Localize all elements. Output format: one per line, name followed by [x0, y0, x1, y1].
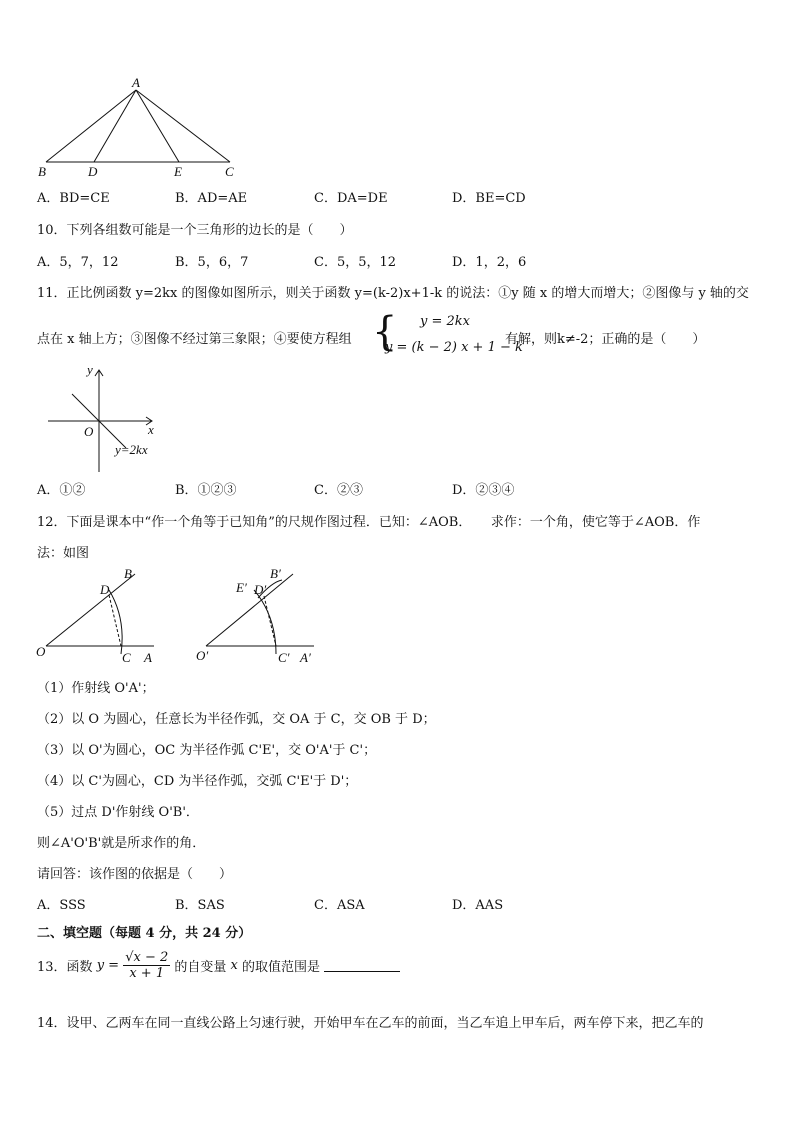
section-heading: 二、填空题（每题 4 分，共 24 分） — [37, 926, 252, 941]
point-label-e: E — [174, 164, 182, 179]
q13-line — [37, 950, 400, 981]
q10-option-b[interactable]: B．5，6，7 — [175, 255, 249, 270]
q13-suffix-a: 的自变量 — [174, 960, 227, 975]
q13-denominator: x + 1 — [129, 966, 165, 981]
vertex-label-b: B — [38, 164, 46, 179]
q12-stem-line1: 12．下面是课本中“作一个角等于已知角”的尺规作图过程．已知：∠AOB． 求作：一个角，使它等于∠AOB．作 — [37, 515, 701, 530]
triangle-figure — [30, 74, 250, 184]
q10-option-d[interactable]: D．1，2，6 — [452, 255, 527, 270]
vertex-label-a: A — [132, 75, 140, 90]
q11-stem-line1: 11．正比例函数 y=2kx 的图像如图所示，则关于函数 y=(k-2)x+1-k 的说法：①y 随 x 的增大而增大；②图像与 y 轴的交 — [37, 286, 749, 301]
point-label-d: D — [88, 164, 98, 179]
q11-option-c[interactable]: C．②③ — [314, 483, 363, 498]
fig-label-c: C — [122, 650, 131, 665]
q12-option-a[interactable]: A．SSS — [37, 898, 86, 913]
q12-option-d[interactable]: D．AAS — [452, 898, 504, 913]
fig-label-c-prime: C′ — [278, 650, 290, 665]
x-axis-label: x — [148, 422, 154, 437]
q12-step-1: （1）作射线 O'A'； — [37, 681, 155, 696]
origin-label: O — [84, 424, 94, 439]
q13-y-eq: y = — [96, 958, 120, 973]
system-eq2: y = (k − 2) x + 1 − k — [385, 340, 523, 355]
coordinate-graph — [40, 360, 170, 475]
angle-figure-right — [190, 562, 330, 670]
fig-label-a-prime: A′ — [300, 650, 311, 665]
q11-option-d[interactable]: D．②③④ — [452, 483, 515, 498]
line-label: y=2kx — [115, 442, 148, 457]
fig-label-a: A — [144, 650, 152, 665]
q9-option-c[interactable]: C．DA=DE — [314, 191, 388, 206]
q10-option-a[interactable]: A．5，7，12 — [37, 255, 119, 270]
system-brace: { — [372, 309, 398, 355]
q11-stem-line2a: 点在 x 轴上方；③图像不经过第三象限；④要使方程组 — [37, 332, 352, 347]
q9-option-b[interactable]: B．AD=AE — [175, 191, 248, 206]
system-eq1: y = 2kx — [420, 314, 470, 329]
q12-step-5: （5）过点 D'作射线 O'B'． — [37, 805, 199, 820]
q13-var: x — [230, 958, 238, 973]
q11-option-a[interactable]: A．①② — [37, 483, 86, 498]
fig-label-d: D — [100, 582, 110, 597]
q12-option-b[interactable]: B．SAS — [175, 898, 225, 913]
q13-fraction — [123, 950, 170, 981]
y-axis-label: y — [87, 362, 93, 377]
fig-label-b: B — [124, 566, 132, 581]
q13-answer-blank[interactable] — [324, 959, 400, 972]
q12-conclusion: 则∠A'O'B'就是所求作的角． — [37, 836, 206, 851]
fig-label-b-prime: B′ — [270, 566, 281, 581]
q9-option-d[interactable]: D．BE=CD — [452, 191, 526, 206]
q12-step-4: （4）以 C'为圆心，CD 为半径作弧，交弧 C'E'于 D'； — [37, 774, 358, 789]
q9-option-a[interactable]: A．BD=CE — [37, 191, 110, 206]
fig-label-o-prime: O′ — [196, 648, 209, 663]
angle-figure-left — [30, 562, 170, 670]
fig-label-o: O — [36, 644, 46, 659]
vertex-label-c: C — [225, 164, 234, 179]
q13-numerator: √x − 2 — [125, 950, 169, 965]
q12-step-2: （2）以 O 为圆心，任意长为半径作弧，交 OA 于 C，交 OB 于 D； — [37, 712, 436, 727]
fig-label-e-prime: E′ — [236, 580, 247, 595]
fig-label-d-prime: D′ — [254, 582, 267, 597]
q13-suffix-b: 的取值范围是 — [242, 960, 321, 975]
q12-option-c[interactable]: C．ASA — [314, 898, 365, 913]
q10-stem: 10．下列各组数可能是一个三角形的边长的是（ ） — [37, 223, 353, 238]
q14-stem-line1: 14．设甲、乙两车在同一直线公路上匀速行驶，开始甲车在乙车的前面，当乙车追上甲车后，两车停下来，把乙车的 — [37, 1016, 704, 1031]
q12-question: 请回答：该作图的依据是（ ） — [37, 867, 233, 882]
q11-stem-line2b: 有解，则k≠-2；正确的是（ ） — [505, 332, 706, 347]
q11-option-b[interactable]: B．①②③ — [175, 483, 237, 498]
q12-step-3: （3）以 O'为圆心，OC 为半径作弧 C'E'，交 O'A'于 C'； — [37, 743, 377, 758]
q13-prefix: 13．函数 — [37, 960, 93, 975]
q10-option-c[interactable]: C．5，5，12 — [314, 255, 397, 270]
q12-stem-line2: 法：如图 — [37, 546, 90, 561]
